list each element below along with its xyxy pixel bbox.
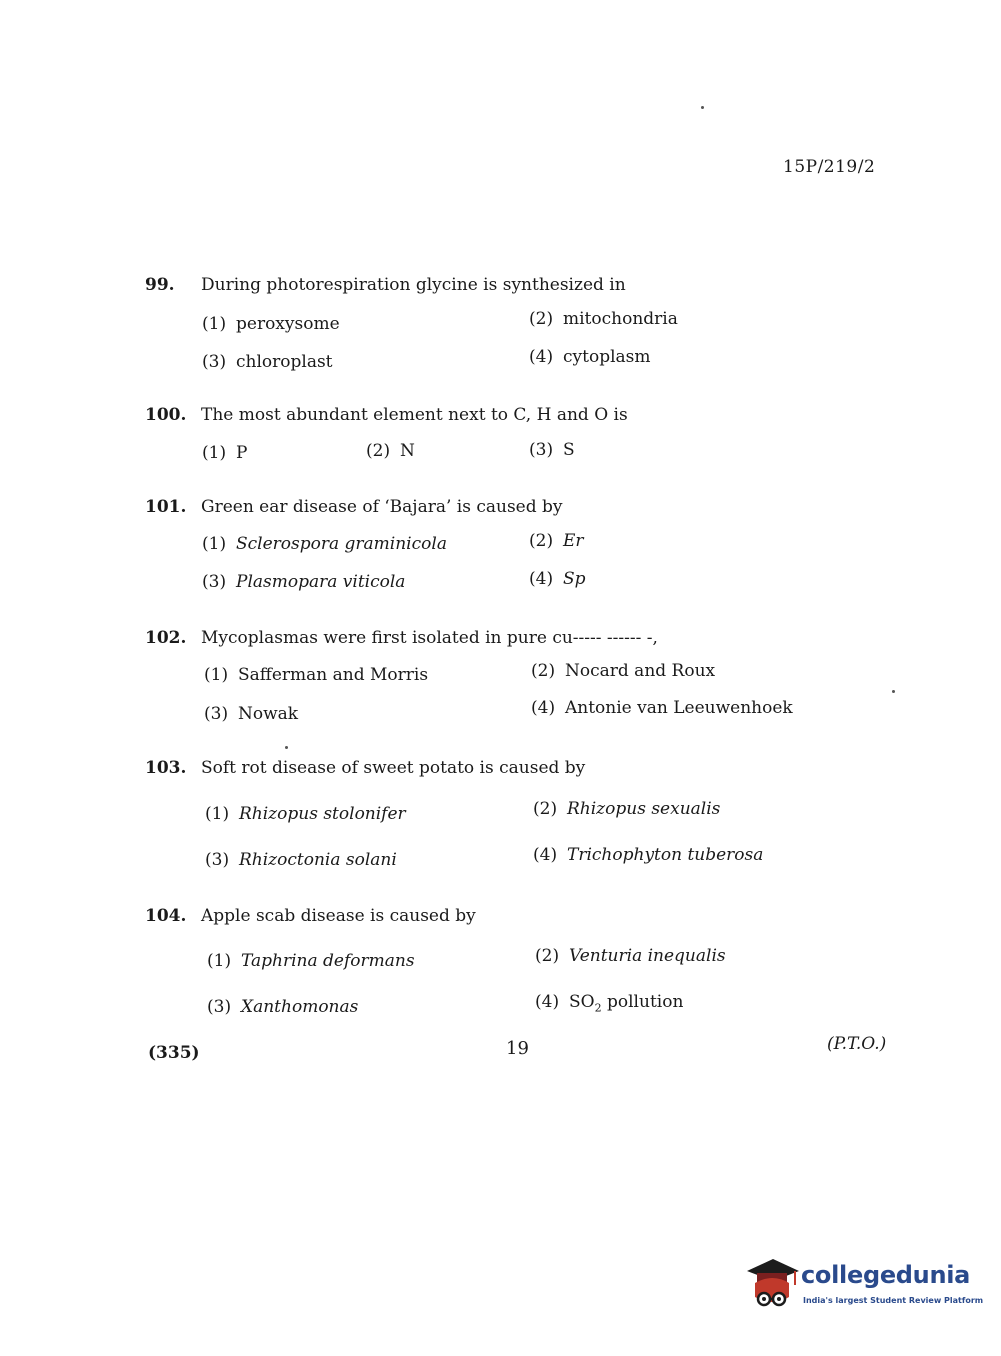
option: (3) Nowak	[204, 704, 299, 724]
question-text: Mycoplasmas were first isolated in pure cu----- ------ -,	[201, 628, 658, 648]
question-text: The most abundant element next to C, H and O is	[201, 405, 628, 425]
option: (1) peroxysome	[202, 314, 340, 334]
question-text: Soft rot disease of sweet potato is caused by	[201, 758, 586, 778]
logo-name: collegedunia	[801, 1261, 971, 1289]
option: (2) Venturia inequalis	[535, 946, 726, 966]
question-104	[145, 905, 865, 927]
option: (1) Taphrina deformans	[207, 951, 415, 971]
page-number: 19	[506, 1038, 529, 1059]
question-number: 99.	[145, 275, 175, 295]
option: (1) Safferman and Morris	[204, 665, 429, 685]
option: (4) Trichophyton tuberosa	[533, 845, 764, 865]
option: (2) Er	[529, 531, 584, 551]
option: (3) S	[529, 440, 575, 460]
graduate-mascot-icon	[743, 1253, 799, 1313]
question-102	[145, 627, 865, 649]
question-100	[145, 404, 865, 426]
option: (1) P	[202, 443, 248, 463]
paper-code: 15P/219/2	[783, 157, 876, 177]
scan-speck	[892, 690, 895, 693]
question-103	[145, 757, 865, 779]
footer-code: (335)	[148, 1043, 200, 1063]
option: (3) chloroplast	[202, 352, 333, 372]
question-number: 103.	[145, 758, 187, 778]
question-text: Apple scab disease is caused by	[201, 906, 476, 926]
option: (2) mitochondria	[529, 309, 678, 329]
option: (2) Nocard and Roux	[531, 661, 716, 681]
option: (2) N	[366, 441, 415, 461]
collegedunia-logo[interactable]	[743, 1253, 984, 1313]
question-number: 100.	[145, 405, 187, 425]
question-text: During photorespiration glycine is synthesized in	[201, 275, 626, 295]
scan-speck	[701, 106, 704, 109]
option: (4) cytoplasm	[529, 347, 651, 367]
scan-speck	[285, 746, 288, 749]
option: (3) Plasmopara viticola	[202, 572, 406, 592]
question-99	[145, 274, 865, 296]
option: (4) Antonie van Leeuwenhoek	[531, 698, 793, 718]
option: (4) $SO_2$ pollution	[535, 992, 684, 1015]
question-number: 101.	[145, 497, 187, 517]
option: (3) Xanthomonas	[207, 997, 359, 1017]
question-number: 104.	[145, 906, 187, 926]
option: (2) Rhizopus sexualis	[533, 799, 721, 819]
question-text: Green ear disease of ‘Bajara’ is caused by	[201, 497, 563, 517]
option: (3) Rhizoctonia solani	[205, 850, 397, 870]
option: (1) Sclerospora graminicola	[202, 534, 447, 554]
logo-tagline: India's largest Student Review Platform	[803, 1296, 984, 1305]
pto-label: (P.T.O.)	[827, 1034, 887, 1054]
option: (1) Rhizopus stolonifer	[205, 804, 406, 824]
question-number: 102.	[145, 628, 187, 648]
option: (4) Sp	[529, 569, 586, 589]
question-101	[145, 496, 865, 518]
